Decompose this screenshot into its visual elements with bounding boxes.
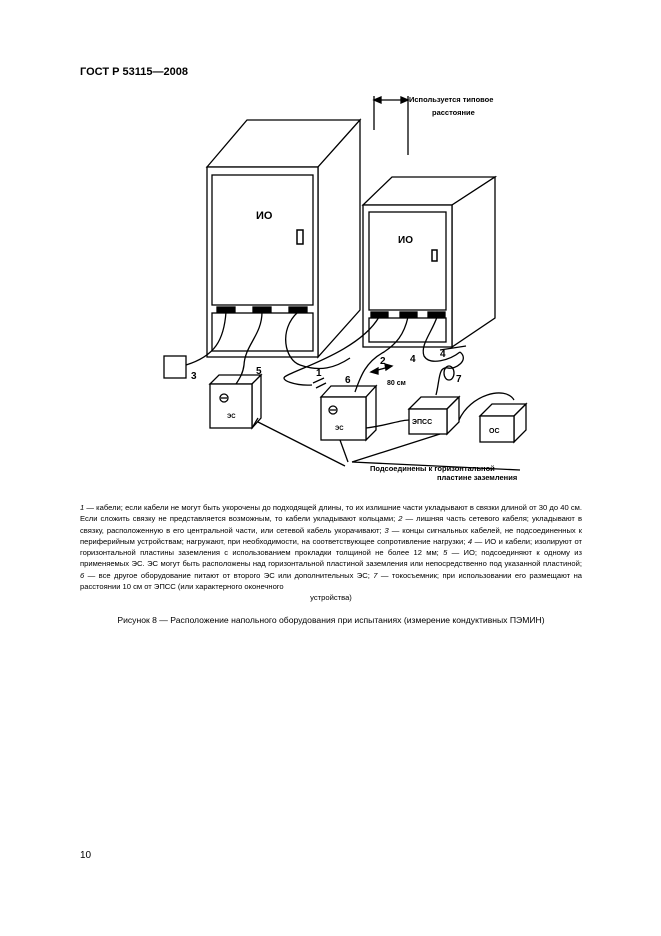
note-text: — ИО и кабели; изолируют от горизонтальной пластины заземления с использованием прокладки толщиной не более 12 мм;: [80, 536, 582, 558]
epss-label: ЭПСС: [412, 419, 433, 426]
right-cabinet: [363, 177, 495, 347]
es-right-label: ЭС: [335, 426, 344, 432]
note-text: — все другое оборудование питают от второго ЭС или дополнительных ЭС;: [84, 570, 374, 580]
note-text: — кабели; если кабели не могут быть укорочены до подходящей длины, то их излишние части укладывают в связки длиной от 30 до 40 см. Если сложить связку не представляется возможным, то кабели укладывают кольцами;: [80, 503, 582, 524]
io-right-label: ИО: [398, 235, 413, 246]
note-last-line: устройства): [310, 593, 352, 603]
left-cabinet: [207, 120, 360, 357]
power-supply-left: [210, 375, 261, 428]
page-number: 10: [80, 850, 92, 861]
dimension-label: 80 см: [387, 380, 406, 387]
ground-label-line1: Подсоединены к горизонтальной: [370, 464, 495, 473]
note-number: 6: [80, 570, 85, 580]
epss-box: [409, 397, 459, 434]
callout-2: 2: [380, 356, 386, 367]
callout-4a: 4: [410, 354, 416, 365]
note-number: 7: [373, 570, 378, 580]
io-left-label: ИО: [256, 210, 273, 222]
note-number: 2: [398, 514, 403, 524]
callout-5: 5: [256, 366, 262, 377]
note-text: — лишняя часть сетевого кабеля; укладывают в связку, расположенную в его центральной части, или сетевой кабель укорачивают;: [80, 514, 582, 535]
callout-4b: 4: [440, 349, 446, 360]
distance-label-line2: расстояние: [432, 108, 475, 117]
note-number: 5: [443, 548, 448, 558]
distance-label-line1: Используется типовое: [409, 95, 494, 104]
note-number: 4: [467, 536, 473, 546]
callout-6: 6: [345, 375, 351, 386]
os-box: [480, 404, 526, 442]
note-number: 3: [384, 525, 389, 535]
document-header: ГОСТ Р 53115—2008: [80, 66, 188, 78]
es-left-label: ЭС: [227, 414, 236, 420]
os-label: ОС: [489, 428, 500, 435]
note-text: — токосъемник; при использовании его размещают на расстоянии 10 см от ЭПСС (или характерного оконечного: [80, 570, 582, 592]
callout-1: 1: [316, 368, 322, 379]
note-text: — концы сигнальных кабелей, не подсоединенных к периферийным устройствам; нагружают, при необходимости, на соответствующее сопротивление нагрузки;: [80, 525, 582, 546]
figure-notes: [80, 502, 582, 604]
ground-label-line2: пластине заземления: [437, 473, 518, 482]
power-supply-right: [321, 386, 376, 440]
callout-7: 7: [456, 374, 462, 385]
callout-3: 3: [191, 371, 197, 382]
note-text: — ИО; подсоединяют к одному из применяемых ЭС. ЭС могут быть расположены над горизонтальной пластиной заземления или непосредственно под указанной пластиной;: [80, 548, 582, 569]
figure-title: Рисунок 8 — Расположение напольного оборудования при испытаниях (измерение кондуктивных ПЭМИН): [117, 615, 545, 625]
note-number: 1: [80, 503, 85, 512]
